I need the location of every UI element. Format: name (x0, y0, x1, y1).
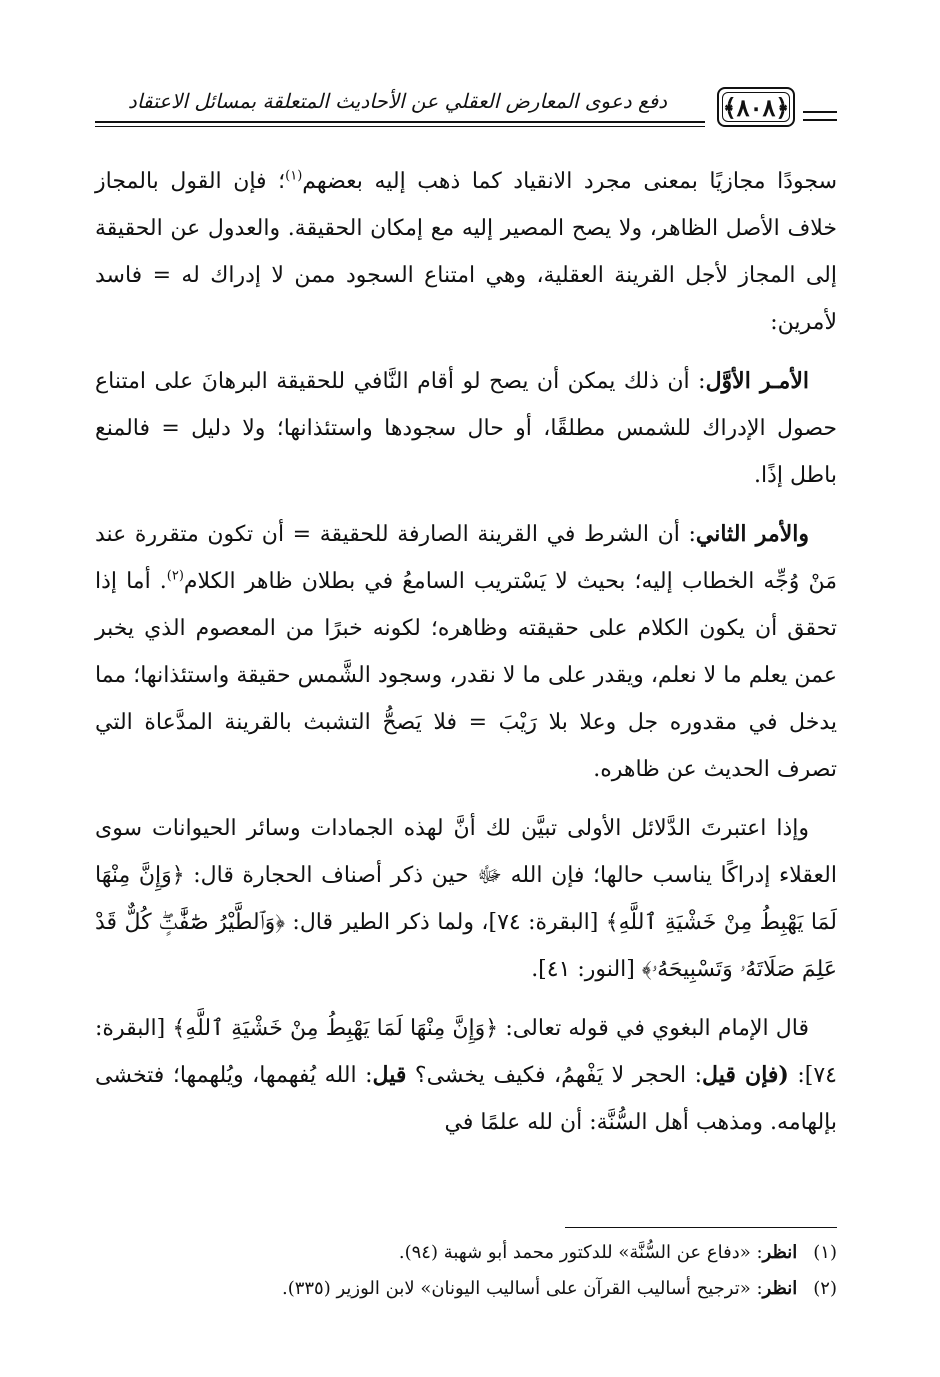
footnote-separator (565, 1227, 837, 1228)
paragraph-1-text: سجودًا مجازيًا بمعنى مجرد الانقياد كما ذهب إليه بعضهم (302, 169, 837, 194)
footnotes (95, 1235, 837, 1307)
running-title: دفع دعوى المعارض العقلي عن الأحاديث المتعلقة بمسائل الاعتقاد (127, 89, 668, 113)
header-rule-thin (95, 126, 705, 127)
footnote-ref-1: (١) (285, 168, 303, 184)
paragraph-4 (95, 805, 837, 993)
paragraph-3-text: : أن الشرط في القرينة الصارفة للحقيقة = أن تكون متقررة عند مَنْ وُجِّه الخطاب إليه؛ بحيث لا يَسْتريب السامعُ في بطلان ظاهر الكلام (95, 522, 838, 594)
paragraph-5-text: قال الإمام البغوي في قوله تعالى: ﴿وَإِنَّ مِنْهَا لَمَا يَهْبِطُ مِنْ خَشْيَةِ ٱللَّهِ﴾ [البقرة: ٧٤]: (95, 1016, 837, 1088)
main-text (95, 158, 837, 1158)
footnote-lead: انظر (762, 1242, 798, 1263)
header-ornament (803, 111, 837, 121)
objection-label: (فإن قيل (702, 1062, 789, 1088)
paragraph-4-text: وإذا اعتبرتَ الدَّلائل الأولى تبيَّن لك أنَّ لهذه الجمادات وسائر الحيوانات سوى العقلاء إدراكًا يناسب حالها؛ فإن الله ﷻ حين ذكر أصناف الحجارة قال: ﴿وَإِنَّ مِنْهَا لَمَا يَهْبِطُ مِنْ خَشْيَةِ ٱللَّهِ﴾ [البقرة: ٧٤]، ولما ذكر الطير قال: ﴿وَٱلطَّيْرُ صَٰٓفَّٰتٍۖ كُلٌّ قَدْ عَلِمَ صَلَاتَهُۥ وَتَسْبِيحَهُۥ﴾ [النور: ٤١]. (95, 816, 837, 982)
footnote-2 (95, 1271, 837, 1307)
page-header (95, 85, 840, 135)
page-number: ﴿٨٠٨﴾ (722, 92, 790, 122)
footnote-number: (١) (813, 1242, 837, 1263)
paragraph-2-text: : أن ذلك يمكن أن يصح لو أقام النَّافي للحقيقة البرهانَ على امتناع حصول الإدراك للشمس مطلقًا، أو حال سجودها واستئذانها؛ ولا دليل = فالمنع باطل إذًا. (95, 369, 837, 488)
paragraph-5 (95, 1005, 837, 1146)
paragraph-5-objection: : الحجر لا يَفْهمُ، فكيف يخشى؟ (406, 1063, 703, 1088)
paragraph-3 (95, 511, 837, 793)
footnote-text: : «ترجيح أساليب القرآن على أساليب اليونان» لابن الوزير (٣٣٥). (281, 1278, 763, 1299)
second-matter-heading: والأمر الثاني (695, 521, 809, 547)
footnote-text: : «دفاع عن السُّنَّة» للدكتور محمد أبو شهبة (٩٤). (398, 1242, 763, 1263)
first-matter-heading: الأمـر الأوَّل (705, 368, 809, 394)
answer-label: قيل (372, 1062, 407, 1088)
paragraph-5-answer: : الله يُفهمها، ويُلهمها؛ فتخشى بإلهامه. ومذهب أهل السُّنَّة: أن لله علمًا في (95, 1063, 837, 1135)
paragraph-1-rest: ؛ فإن القول بالمجاز خلاف الأصل الظاهر، ولا يصح المصير إليه مع إمكان الحقيقة. والعدول عن الحقيقة إلى المجاز لأجل القرينة العقلية، وهي امتناع السجود ممن لا إدراك له = فاسد لأمرين: (95, 169, 837, 335)
paragraph-2 (95, 358, 837, 499)
paragraph-1 (95, 158, 837, 346)
footnote-lead: انظر (762, 1278, 798, 1299)
footnote-ref-2: (٢) (166, 568, 184, 584)
page-number-frame (717, 87, 795, 127)
header-rule (95, 121, 705, 123)
paragraph-3-rest: . أما إذا تحقق أن يكون الكلام على حقيقته وظاهره؛ لكونه خبرًا من المعصوم الذي يخبر عمن يعلم ما لا نعلم، ويقدر على ما لا نقدر، وسجود الشَّمس حقيقة واستئذانها؛ مما يدخل في مقدوره جل وعلا بلا رَيْبَ = فلا يَصحُّ التشبث بالقرينة المدَّعاة التي تصرف الحديث عن ظاهره. (95, 569, 837, 782)
footnote-1 (95, 1235, 837, 1271)
footnote-number: (٢) (813, 1278, 837, 1299)
